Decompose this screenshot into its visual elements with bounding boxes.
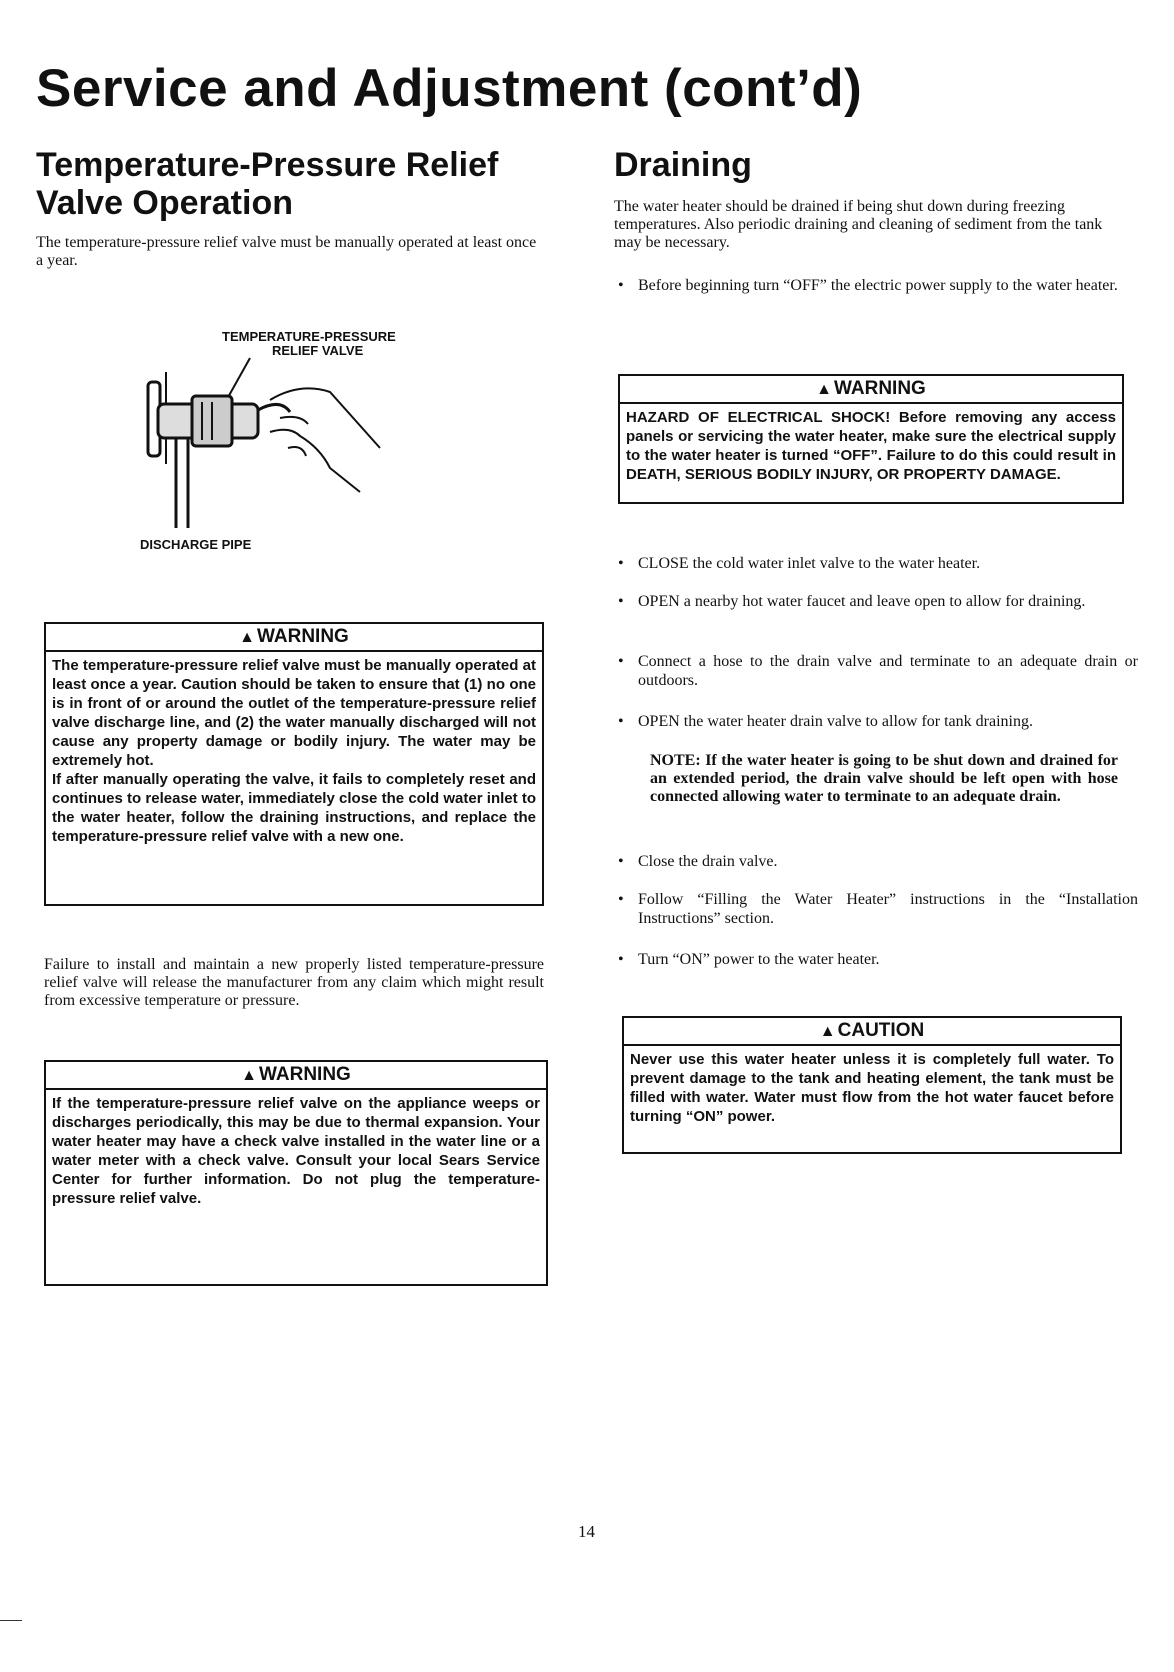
bullet-dot-icon: • [618,653,624,670]
list-item-text: OPEN the water heater drain valve to allow for tank draining. [638,713,1033,730]
failure-paragraph: Failure to install and maintain a new properly listed temperature-pressure relief valve will release the manufacturer from any claim which might result from excessive temperature or pressure. [44,956,544,1009]
figure-label-pipe: DISCHARGE PIPE [140,537,252,552]
right-column [614,146,1120,184]
valve-label-line1: TEMPERATURE-PRESSURE [222,329,396,344]
bullet-dot-icon: • [618,853,624,870]
hand-outline [270,388,380,448]
list-item [614,890,1138,928]
tp-valve-illustration [130,352,390,532]
heading-line-2: Valve Operation [36,184,293,222]
caution-box [622,1016,1122,1154]
hand-thumb [280,417,308,424]
list-item [614,592,1138,611]
list-item [614,652,1138,690]
left-column [36,146,546,222]
page-title: Service and Adjustment (cont’d) [36,59,863,118]
list-item-text: Follow “Filling the Water Heater” instructions in the “Installation Instructions” section. [638,891,1138,927]
valve-lever [258,404,290,412]
list-item [614,712,1138,731]
warning-triangle-icon: ▲ [239,629,255,646]
page-number: 14 [578,1522,595,1541]
list-item-text: CLOSE the cold water inlet valve to the water heater. [638,555,981,572]
warning-box-electrical [618,374,1124,504]
list-item-text: OPEN a nearby hot water faucet and leave open to allow for draining. [638,593,1086,610]
draining-note: NOTE: If the water heater is going to be shut down and drained for an extended period, the drain valve should be left open with hose connected allowing water to terminate to an adequate drain. [650,752,1118,805]
corner-mark [0,1620,22,1621]
warning-body-para1: The temperature-pressure relief valve must be manually operated at least once a year. Caution should be taken to ensure that (1) no one is in front of or around the outlet of the temperature-pressure relief valve discharge line, and (2) the water manually discharged will not cause any property damage or bodily injury. The water may be extremely hot. [52,657,536,769]
caution-header-text: CAUTION [837,1020,925,1041]
list-item-text: Connect a hose to the drain valve and terminate to an adequate drain or outdoors. [638,653,1138,689]
bullet-dot-icon: • [618,713,624,730]
warning-header [620,376,1122,404]
warning-box-thermal-expansion [44,1060,548,1286]
warning-header-text: WARNING [257,626,349,647]
section-heading-draining: Draining [614,146,752,184]
list-item-text: Close the drain valve. [638,853,778,870]
warning-body: HAZARD OF ELECTRICAL SHOCK! Before removing any access panels or servicing the water heater, make sure the electrical supply to the water heater is turned “OFF”. Failure to do this could result in DEATH, SERIOUS BODILY INJURY, OR PROPERTY DAMAGE. [626,409,1116,483]
warning-header-text: WARNING [834,378,926,399]
bullet-dot-icon: • [618,593,624,610]
list-item [614,276,1128,295]
draining-intro-paragraph: The water heater should be drained if being shut down during freezing temperatures. Also periodic draining and cleaning of sediment from the tank may be necessary. [614,198,1103,251]
warning-header [46,624,542,652]
warning-header-text: WARNING [259,1064,351,1085]
valve-label-line2: RELIEF VALVE [272,343,364,358]
hand-fingers [270,430,360,492]
warning-box-tp-valve [44,622,544,906]
warning-body-para2: If after manually operating the valve, it fails to completely reset and continues to release water, immediately close the cold water inlet to the water heater, follow the draining instructions, and replace the temperature-pressure relief valve with a new one. [52,771,536,845]
bullet-dot-icon: • [618,891,624,908]
list-item [614,852,1138,871]
heading-line-1: Temperature-Pressure Relief [36,146,499,184]
bullet-dot-icon: • [618,951,624,968]
section-heading-tp-relief [36,146,546,222]
list-item-text: Turn “ON” power to the water heater. [638,951,880,968]
caution-body: Never use this water heater unless it is completely full water. To prevent damage to the tank and heating element, the tank must be filled with water. Water must flow from the hot water faucet before turning “ON” power. [630,1051,1114,1125]
list-item [614,554,1138,573]
warning-header [46,1062,546,1090]
warning-body: If the temperature-pressure relief valve on the appliance weeps or discharges periodically, this may be due to thermal expansion. Your water heater may have a check valve installed in the water line or a water meter with a check valve. Consult your local Sears Service Center for further information. Do not plug the temperature-pressure relief valve. [52,1095,540,1207]
list-item-text: Before beginning turn “OFF” the electric power supply to the water heater. [638,277,1118,294]
tp-intro-paragraph: The temperature-pressure relief valve must be manually operated at least once a year. [36,234,537,269]
hand-finger-2 [288,447,306,456]
warning-triangle-icon: ▲ [816,381,832,398]
list-item [614,950,1138,969]
bullet-dot-icon: • [618,277,624,294]
warning-triangle-icon: ▲ [241,1067,257,1084]
caution-header [624,1018,1120,1046]
warning-triangle-icon: ▲ [819,1023,836,1040]
bullet-dot-icon: • [618,555,624,572]
